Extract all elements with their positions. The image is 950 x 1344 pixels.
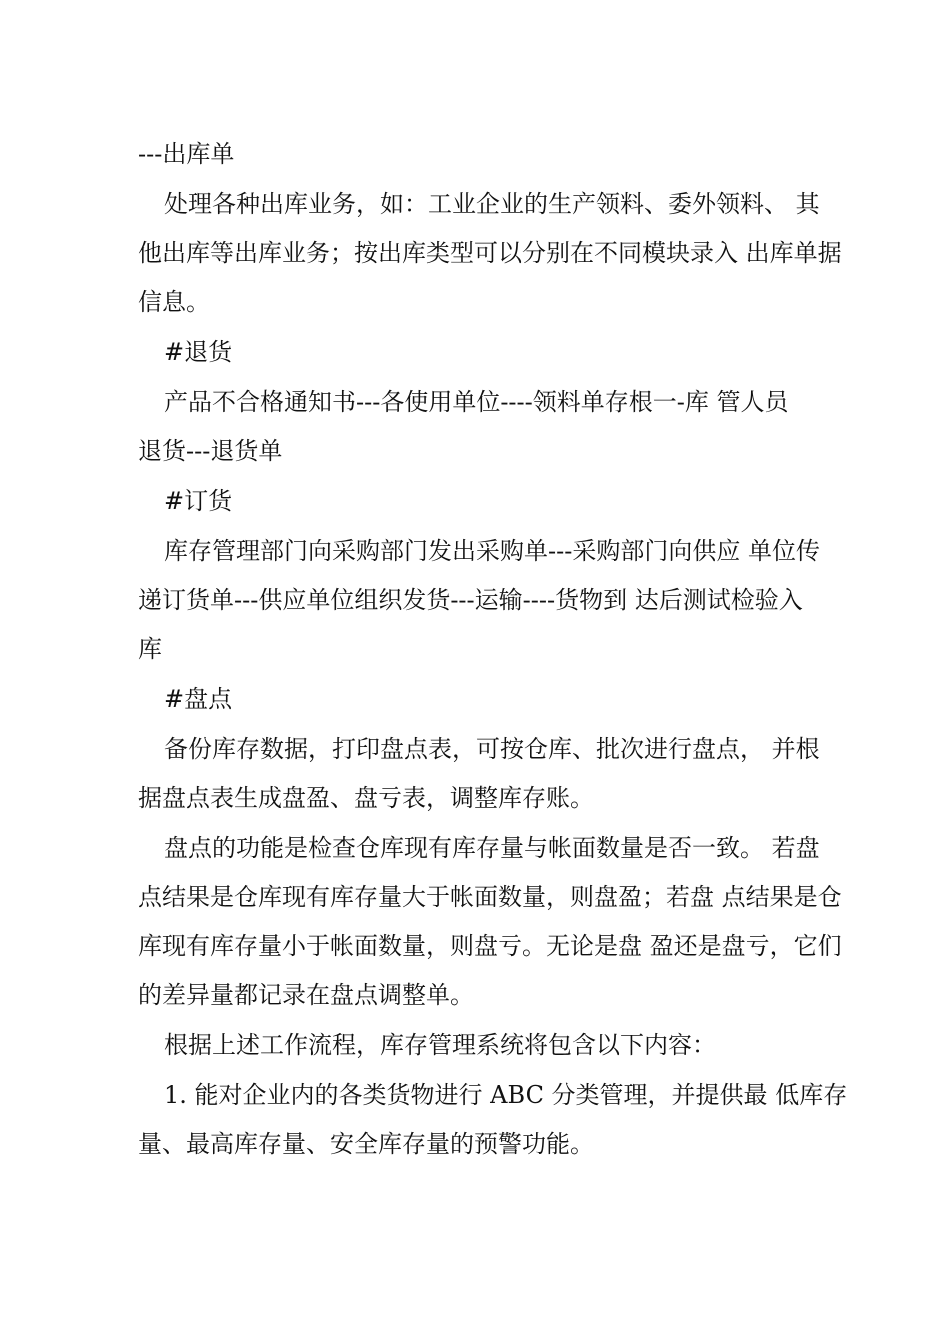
text-line: #退货: [164, 338, 233, 366]
document-page: [138, 130, 848, 1170]
heading-order: [138, 477, 830, 526]
text-line: 备份库存数据，打印盘点表，可按仓库、批次进行盘点， 并根: [164, 735, 820, 763]
heading-return: [138, 328, 830, 377]
paragraph-system-content-intro: [138, 1021, 830, 1070]
paragraph-order-flow: [138, 527, 830, 674]
text-line: 他出库等出库业务；按出库类型可以分别在不同模块录入 出库单据: [138, 239, 842, 267]
text-line: 根据上述工作流程，库存管理系统将包含以下内容：: [164, 1031, 716, 1059]
text-line: 库存管理部门向采购部门发出采购单---采购部门向供应 单位传: [164, 537, 820, 565]
text-line: 据盘点表生成盘盈、盘亏表，调整库存账。: [138, 784, 594, 812]
paragraph-stocktake-function: [138, 824, 842, 1020]
text-line: 递订货单---供应单位组织发货---运输----货物到 达后测试检验入: [138, 586, 803, 614]
text-line: 退货---退货单: [138, 437, 283, 465]
text-line: 处理各种出库业务，如：工业企业的生产领料、委外领料、 其: [164, 190, 820, 218]
text-line: 1. 能对企业内的各类货物进行 ABC 分类管理，并提供最 低库存: [164, 1081, 848, 1109]
text-line: 信息。: [138, 288, 210, 316]
heading-stocktake: [138, 675, 830, 724]
text-line: ---出库单: [138, 140, 235, 168]
text-line: 点结果是仓库现有库存量大于帐面数量，则盘盈；若盘 点结果是仓: [138, 883, 842, 911]
text-line: #订货: [164, 487, 233, 515]
text-line: 的差异量都记录在盘点调整单。: [138, 981, 474, 1009]
text-line: 库: [138, 635, 162, 663]
text-line: #盘点: [164, 685, 233, 713]
paragraph-return-flow: [138, 378, 830, 476]
text-line: 库现有库存量小于帐面数量，则盘亏。无论是盘 盈还是盘亏，它们: [138, 932, 842, 960]
paragraph-outbound-desc: [138, 180, 842, 327]
text-line: 盘点的功能是检查仓库现有库存量与帐面数量是否一致。 若盘: [164, 834, 820, 862]
paragraph-outbound-flow: [138, 130, 830, 179]
text-line: 产品不合格通知书---各使用单位----领料单存根一-库 管人员: [164, 388, 789, 416]
paragraph-stocktake-desc: [138, 725, 830, 823]
text-line: 量、最高库存量、安全库存量的预警功能。: [138, 1130, 594, 1158]
list-item-system-1: [138, 1071, 848, 1169]
